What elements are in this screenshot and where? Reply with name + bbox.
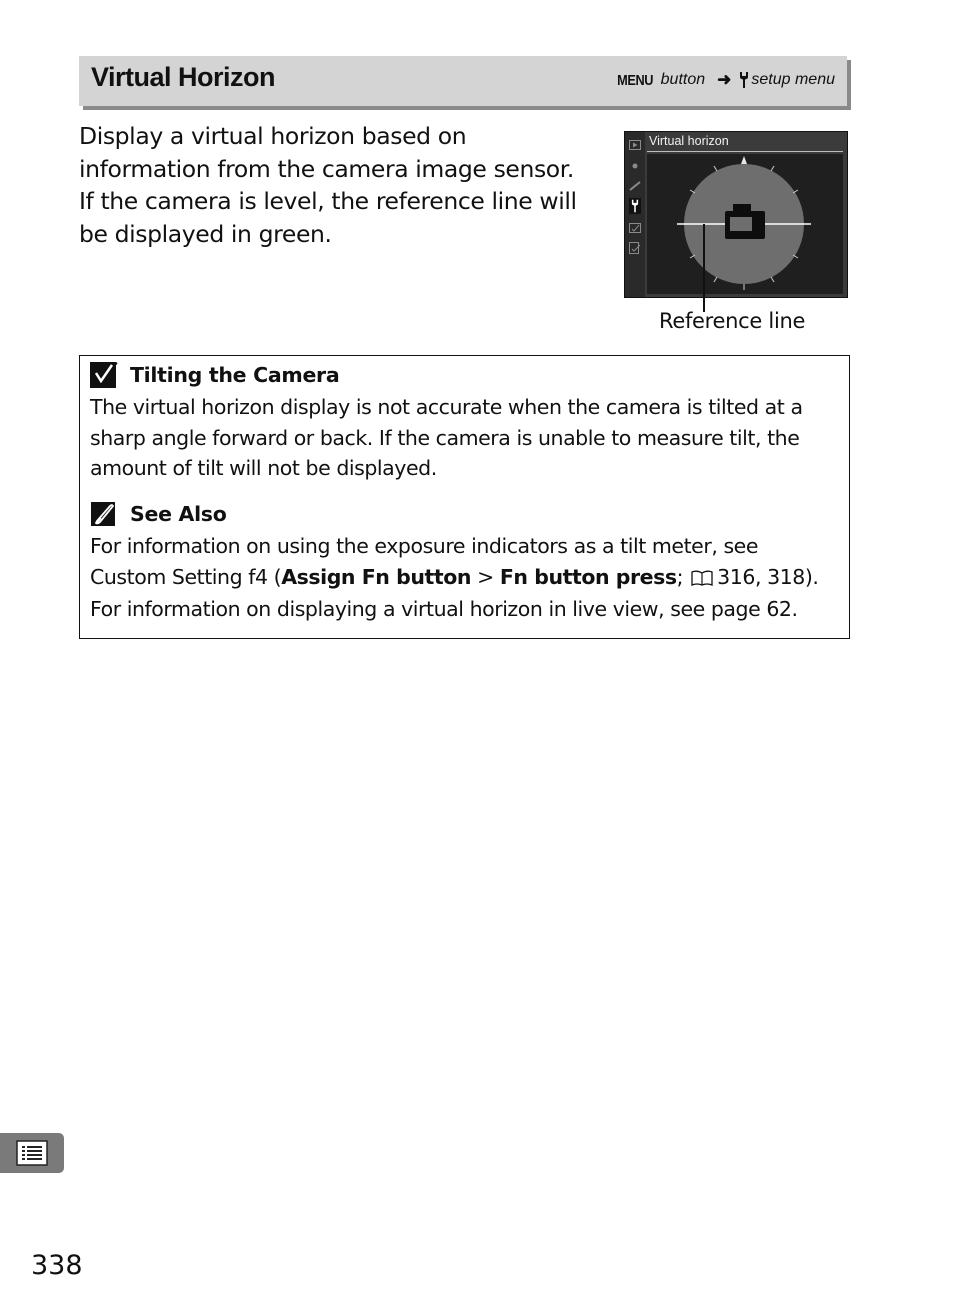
- assign-fn-button-term: Assign Fn button: [281, 564, 471, 589]
- tilting-heading-text: Tilting the Camera: [130, 363, 340, 387]
- tilting-heading: [90, 362, 842, 388]
- menu-tab-strip: [625, 132, 645, 297]
- menu-list-icon: [16, 1140, 48, 1166]
- shooting-tab-icon: [629, 161, 641, 171]
- tilting-body: The virtual horizon display is not accurate when the camera is tilted at a sharp angle forward or back. If the camera is unable to measure tilt, the amount of tilt will not be displayed.: [90, 395, 803, 480]
- my-menu-tab-icon: [629, 243, 641, 253]
- notes-box: [79, 355, 850, 639]
- screen-title: Virtual horizon: [649, 134, 729, 148]
- see-also-heading-text: See Also: [130, 502, 227, 526]
- intro-paragraph: Display a virtual horizon based on information from the camera image sensor. If the camera is level, the reference line will be displayed in green.: [79, 122, 577, 248]
- fn-button-press-term: Fn button press: [499, 564, 677, 589]
- page-title: Virtual Horizon: [91, 62, 276, 92]
- menu-button-label: MENU: [617, 71, 654, 89]
- arrow-icon: ➜: [717, 70, 732, 89]
- setup-tab-icon: [629, 198, 641, 214]
- see-also-line1: For information on using the exposure indicators as a tilt meter, see: [90, 534, 759, 558]
- see-also-note: [90, 501, 842, 625]
- pencil-note-icon: [90, 501, 120, 527]
- tilting-note: [90, 362, 842, 484]
- see-also-line3: For information on displaying a virtual horizon in live view, see page 62.: [90, 597, 798, 621]
- playback-tab-icon: [629, 140, 641, 150]
- page-reference-icon: [691, 564, 713, 595]
- page-number: 338: [31, 1250, 83, 1281]
- see-also-heading: [90, 501, 842, 527]
- caution-check-icon: [90, 362, 120, 388]
- menu-guide-tab[interactable]: [0, 1133, 64, 1173]
- section-header: [79, 56, 847, 106]
- retouch-tab-icon: [629, 223, 641, 233]
- title-divider: [647, 151, 843, 152]
- see-also-body: [90, 531, 842, 625]
- virtual-horizon-dial: [647, 154, 843, 294]
- custom-setting-tab-icon: [629, 181, 641, 191]
- see-also-line2-pre: Custom Setting f4 (: [90, 564, 282, 589]
- button-word: button: [660, 71, 706, 88]
- term-separator: >: [471, 564, 500, 589]
- menu-path: [614, 70, 835, 90]
- reference-line-leader: [703, 224, 705, 312]
- top-indicator: [741, 156, 747, 164]
- camera-screen-illustration: [624, 131, 848, 298]
- reference-line-label: Reference line: [659, 309, 806, 333]
- see-also-line2-mid: ;: [676, 564, 690, 589]
- wrench-icon: [739, 71, 749, 89]
- page-references: 316, 318).: [717, 564, 819, 589]
- setup-menu-label: setup menu: [751, 71, 835, 88]
